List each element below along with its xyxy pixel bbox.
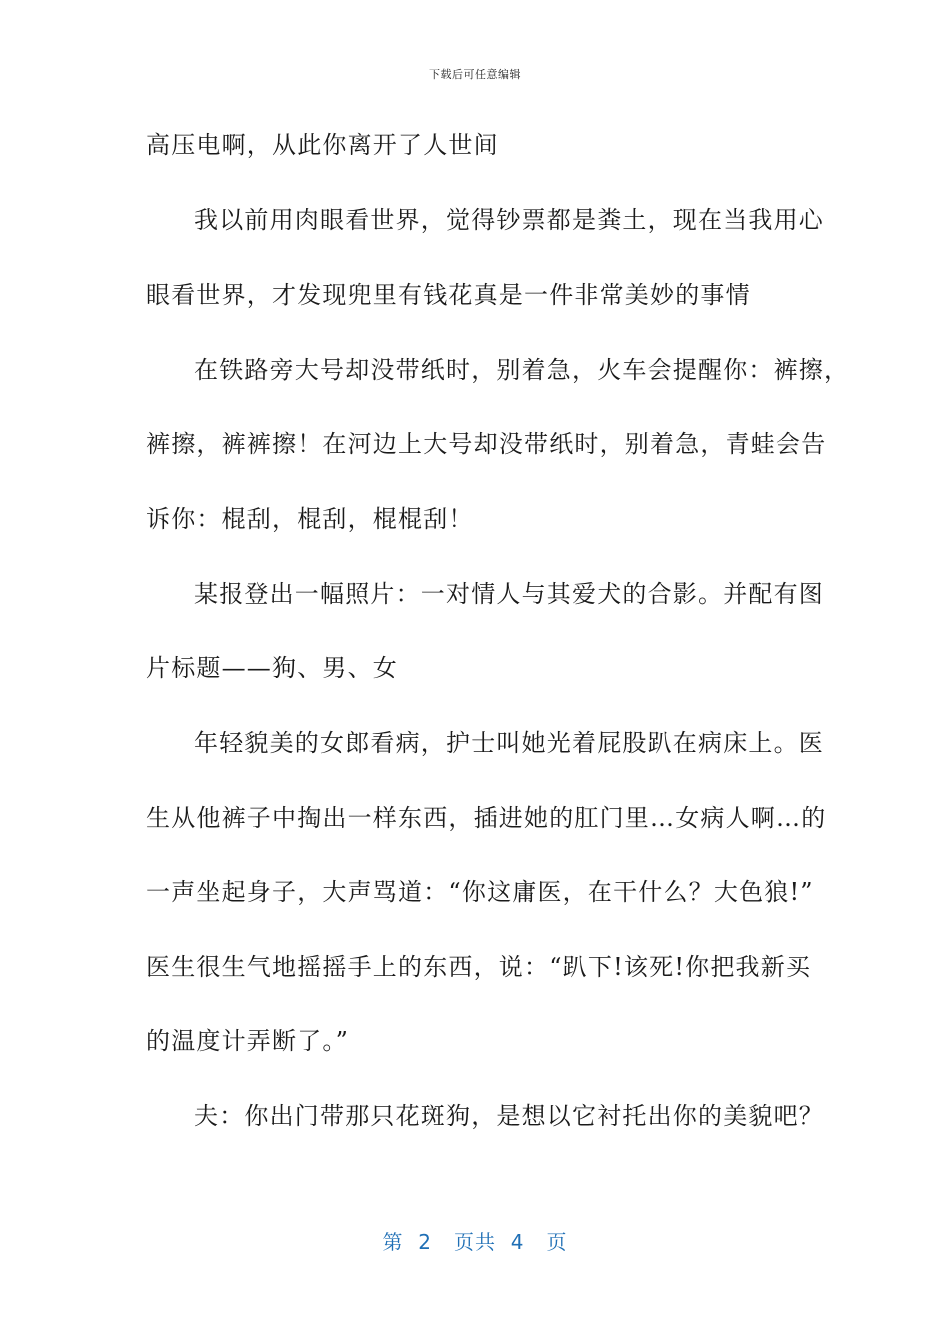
text-line: 在铁路旁大号却没带纸时，别着急，火车会提醒你：裤擦， <box>194 356 850 384</box>
text-line: 医生很生气地摇摇手上的东西，说：“趴下!该死!你把我新买 <box>146 953 812 981</box>
text-line: 年轻貌美的女郎看病，护士叫她光着屁股趴在病床上。医 <box>194 729 824 757</box>
text-line: 某报登出一幅照片：一对情人与其爱犬的合影。并配有图 <box>194 580 824 608</box>
page-footer <box>0 1226 950 1255</box>
page-number: 第 2 页共 4 页 <box>382 1230 568 1254</box>
text-line: 高压电啊，从此你离开了人世间 <box>146 131 499 159</box>
text-line: 诉你：棍刮，棍刮，棍棍刮！ <box>146 505 474 533</box>
text-line: 眼看世界，才发现兜里有钱花真是一件非常美妙的事情 <box>146 281 751 309</box>
text-line: 生从他裤子中掏出一样东西，插进她的肛门里…女病人啊…的 <box>146 804 827 832</box>
text-line: 夫：你出门带那只花斑狗，是想以它衬托出你的美貌吧？ <box>194 1102 824 1130</box>
text-line: 我以前用肉眼看世界，觉得钞票都是粪土，现在当我用心 <box>194 206 824 234</box>
page-header: 下载后可任意编辑 <box>429 68 521 81</box>
text-line: 片标题——狗、男、女 <box>146 654 398 682</box>
text-line: 的温度计弄断了。” <box>146 1027 350 1055</box>
text-line: 一声坐起身子，大声骂道：“你这庸医，在干什么？大色狼!” <box>146 878 814 906</box>
text-line: 裤擦，裤裤擦！在河边上大号却没带纸时，别着急，青蛙会告 <box>146 430 827 458</box>
